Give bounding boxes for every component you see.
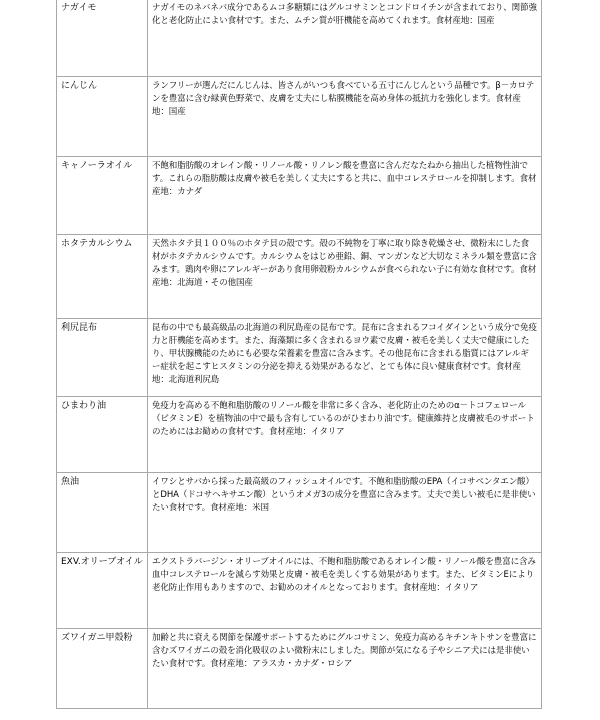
table-row — [57, 235, 542, 319]
table-row — [57, 319, 542, 397]
ingredient-description-cell — [148, 235, 542, 319]
ingredient-name-cell — [57, 319, 148, 397]
ingredient-name-cell — [57, 235, 148, 319]
ingredient-name: キャノーラオイル — [61, 161, 133, 171]
ingredient-description-cell — [148, 629, 542, 709]
ingredient-description-cell — [148, 157, 542, 235]
ingredient-description-cell — [148, 319, 542, 397]
ingredient-name-cell — [57, 397, 148, 473]
ingredient-description: 免疫力を高める不飽和脂肪酸のリノール酸を非常に多く含み、老化防止のためのα－トコフェロール（ビタミンE）を植物油の中で最も含有しているのがひまわり油です。健康維持と皮膚被毛のサポートのためにはお勧めの食材です。食材産地：イタリア — [152, 401, 535, 437]
table-row — [57, 77, 542, 157]
ingredient-name: ズワイガニ甲殻粉 — [61, 633, 133, 643]
ingredient-description-cell — [148, 0, 542, 77]
ingredient-description-cell — [148, 473, 542, 553]
ingredient-name-cell — [57, 157, 148, 235]
ingredient-description-cell — [148, 397, 542, 473]
ingredient-table — [56, 0, 542, 709]
ingredient-description: 天然ホタテ貝１００％のホタテ貝の殻です。殻の不純物を丁寧に取り除き乾燥させ、微粉末にした食材がホタテカルシウムです。カルシウムをはじめ亜鉛、銅、マンガンなど大切なミネラル類を豊富に含みます。鶏肉や卵にアレルギーがあり食用卵殻粉カルシウムが食べられない子に有効な食材です。食材産地：北海道・その他国産 — [152, 239, 537, 288]
ingredient-name: にんじん — [61, 81, 98, 91]
ingredient-name-cell — [57, 553, 148, 629]
ingredient-description: ナガイモのネバネバ成分であるムコ多糖類にはグルコサミンとコンドロイチンが含まれており、関節強化と老化防止によい食材です。また、ムチン質が肝機能を高めてくれます。食材産地：国産 — [152, 3, 537, 26]
ingredient-name: 利尻昆布 — [61, 323, 98, 333]
ingredient-name: ひまわり油 — [61, 401, 107, 411]
ingredient-name-cell — [57, 77, 148, 157]
ingredient-name: ナガイモ — [61, 3, 97, 13]
ingredient-name: EXV.オリーブオイル — [61, 557, 143, 567]
ingredient-name-cell — [57, 629, 148, 709]
ingredient-name: 魚油 — [61, 477, 80, 487]
table-row — [57, 0, 542, 77]
ingredient-name-cell — [57, 473, 148, 553]
table-row — [57, 553, 542, 629]
ingredient-description-cell — [148, 553, 542, 629]
table-row — [57, 157, 542, 235]
ingredient-description: ランフリーが選んだにんじんは、皆さんがいつも食べている五寸にんじんという品種です。β－カロテンを豊富に含む緑黄色野菜で、皮膚を丈夫にし粘膜機能を高め身体の抵抗力を強化します。食材産地：国産 — [152, 81, 535, 117]
ingredient-description: イワシとサバから採った最高級のフィッシュオイルです。不飽和脂肪酸のEPA（イコサペンタエン酸）とDHA（ドコサヘキサエン酸）というオメガ3の成分を豊富に含みます。丈夫で美しい被毛に是非使いたい食材です。食材産地：米国 — [152, 477, 536, 513]
ingredient-description: 加齢と共に衰える関節を保護サポートするためにグルコサミン、免疫力高めるキチンキトサンを豊富に含むズワイガニの殻を消化吸収のよい微粉末にしました。関節が気になる子やシニア犬には是非使いたい食材です。食材産地：アラスカ・カナダ・ロシア — [152, 633, 537, 669]
table-row — [57, 473, 542, 553]
table-row — [57, 629, 542, 709]
ingredient-description: 不飽和脂肪酸のオレイン酸・リノール酸・リノレン酸を豊富に含んだなたねから抽出した植物性油です。これらの脂肪酸は皮膚や被毛を美しく丈夫にすると共に、血中コレステロールを抑制します。食材産地：カナダ — [152, 161, 537, 197]
ingredient-description-cell — [148, 77, 542, 157]
table-row — [57, 397, 542, 473]
ingredient-name: ホタテカルシウム — [61, 239, 133, 249]
ingredient-description: 昆布の中でも最高級品の北海道の利尻島産の昆布です。昆布に含まれるフコイダインという成分で免疫力と肝機能を高めます。また、海藻類に多く含まれるヨウ素で皮膚・被毛を美しく丈夫で健康にしたり、甲状腺機能のためにも必要な栄養素を豊富に含みます。その他昆布に含まれる脂質にはアレルギー症状を起こすヒスタミンの分泌を抑える効果があるなど、とても体に良い健康食材です。食材産地：北海道利尻島 — [152, 323, 537, 385]
ingredient-name-cell — [57, 0, 148, 77]
ingredient-description: エクストラバージン・オリーブオイルには、不飽和脂肪酸であるオレイン酸・リノール酸を豊富に含み血中コレステロールを減らす効果と皮膚・被毛を美しくする効果があります。また、ビタミンEにより老化防止作用もありますので、お勧めのオイルとなっております。食材産地：イタリア — [152, 557, 536, 593]
